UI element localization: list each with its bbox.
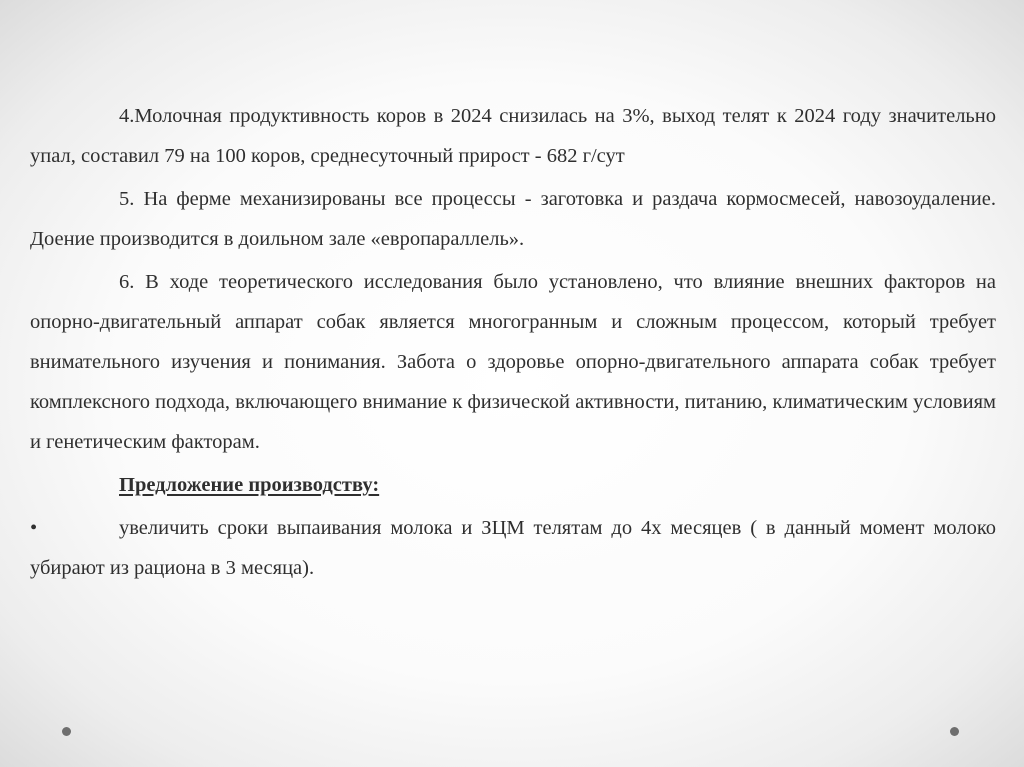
bottom-left-dot-icon <box>62 727 71 736</box>
bottom-right-dot-icon <box>950 727 959 736</box>
paragraph-research-conclusion: 6. В ходе теоретического исследования было установлено, что влияние внешних факторов на опорно-двигательный аппарат собак является многогранным и сложным процессом, который требует внимательного изучения и понимания. Забота о здоровье опорно-двигательного аппарата собак требует комплексного подхода, включающего внимание к физической активности, питанию, климатическим условиям и генетическим факторам. <box>30 271 996 453</box>
paragraph-milk-productivity: 4.Молочная продуктивность коров в 2024 снизилась на 3%, выход телят к 2024 году значительно упал, составил 79 на 100 коров, среднесуточный прирост - 682 г/сут <box>30 105 996 167</box>
paragraph-farm-mechanization: 5. На ферме механизированы все процессы - заготовка и раздача кормосмесей, навозоудаление. Доение производится в доильном зале «европараллель». <box>30 188 996 250</box>
slide-content <box>30 96 996 588</box>
list-item <box>30 508 996 588</box>
bullet-icon: • <box>30 517 38 539</box>
proposal-heading <box>30 465 996 505</box>
proposal-heading-text: Предложение производству: <box>119 474 380 496</box>
bullet-text: увеличить сроки выпаивания молока и ЗЦМ телятам до 4х месяцев ( в данный момент молоко убирают из рациона в 3 месяца). <box>30 517 996 579</box>
